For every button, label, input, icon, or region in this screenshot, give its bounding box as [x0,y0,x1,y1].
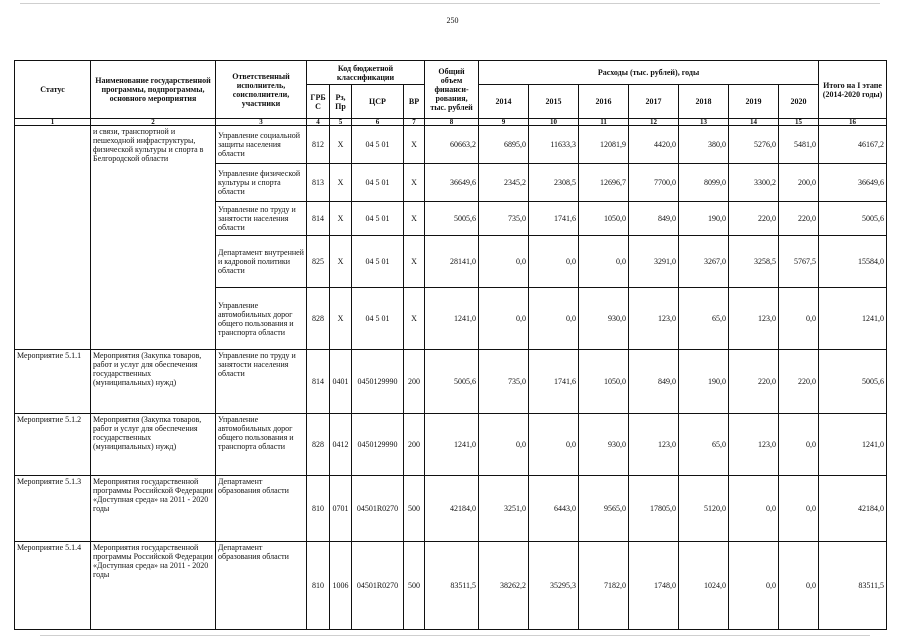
year-2018-cell: 65,0 [679,288,729,350]
year-2018-cell: 3267,0 [679,236,729,288]
header-year: 2018 [679,85,729,119]
responsible-cell: Департамент образования области [216,542,307,630]
header-year: 2014 [479,85,529,119]
csr-cell: 04 5 01 [352,202,404,236]
responsible-cell: Управление по труду и занятости населения области [216,350,307,414]
year-2016-cell: 930,0 [579,414,629,476]
header-csr: ЦСР [352,85,404,119]
year-2015-cell: 35295,3 [529,542,579,630]
page-number: 250 [446,16,459,25]
year-2015-cell: 11633,3 [529,126,579,164]
year-2020-cell: 0,0 [779,476,819,542]
year-2020-cell: 5481,0 [779,126,819,164]
column-number: 11 [579,119,629,126]
vr-cell: 200 [404,414,425,476]
column-number: 15 [779,119,819,126]
year-2019-cell: 123,0 [729,414,779,476]
grbs-cell: 828 [307,288,330,350]
year-2018-cell: 8099,0 [679,164,729,202]
header-vr: ВР [404,85,425,119]
responsible-cell: Управление по труду и занятости населения области [216,202,307,236]
responsible-cell: Управление автомобильных дорог общего пользования и транспорта области [216,414,307,476]
vr-cell: 500 [404,542,425,630]
year-2014-cell: 38262,2 [479,542,529,630]
stage-total-cell: 15584,0 [819,236,887,288]
year-2015-cell: 0,0 [529,288,579,350]
rzpr-cell: 1006 [330,542,352,630]
grbs-cell: 810 [307,542,330,630]
year-2015-cell: 0,0 [529,414,579,476]
vr-cell: Х [404,164,425,202]
column-number: 2 [91,119,216,126]
grbs-cell: 814 [307,202,330,236]
table-row [15,476,887,542]
status-cell: Мероприятие 5.1.2 [15,414,91,476]
total-cell: 1241,0 [425,414,479,476]
column-number: 10 [529,119,579,126]
year-2019-cell: 123,0 [729,288,779,350]
header-budget-code: Код бюджетной классификации [307,61,425,85]
total-cell: 28141,0 [425,236,479,288]
year-2018-cell: 380,0 [679,126,729,164]
status-cell: Мероприятие 5.1.3 [15,476,91,542]
vr-cell: Х [404,202,425,236]
header-responsible: Ответственный исполнитель, соисполнители, участники [216,61,307,119]
year-2016-cell: 0,0 [579,236,629,288]
year-2015-cell: 1741,6 [529,350,579,414]
header-year: 2017 [629,85,679,119]
table-body [15,126,887,630]
grbs-cell: 814 [307,350,330,414]
year-2016-cell: 12081,9 [579,126,629,164]
csr-cell: 0450129990 [352,350,404,414]
grbs-cell: 813 [307,164,330,202]
year-2020-cell: 220,0 [779,202,819,236]
header-year: 2020 [779,85,819,119]
table-row [15,350,887,414]
stage-total-cell: 42184,0 [819,476,887,542]
table-row [15,414,887,476]
program-name-cell: и связи, транспортной и пешеходной инфраструктуры, физической культуры и спорта в Белгородской области [91,126,216,350]
year-2017-cell: 849,0 [629,202,679,236]
header-stage-total: Итого на I этапе (2014-2020 годы) [819,61,887,119]
stage-total-cell: 5005,6 [819,202,887,236]
vr-cell: 500 [404,476,425,542]
responsible-cell: Управление автомобильных дорог общего пользования и транспорта области [216,288,307,350]
year-2014-cell: 6895,0 [479,126,529,164]
year-2020-cell: 200,0 [779,164,819,202]
year-2014-cell: 2345,2 [479,164,529,202]
year-2020-cell: 0,0 [779,414,819,476]
year-2015-cell: 1741,6 [529,202,579,236]
year-2017-cell: 4420,0 [629,126,679,164]
status-cell [15,126,91,350]
year-2014-cell: 735,0 [479,202,529,236]
column-number: 6 [352,119,404,126]
header-year: 2015 [529,85,579,119]
table-header [15,61,887,126]
column-number: 14 [729,119,779,126]
year-2016-cell: 1050,0 [579,202,629,236]
year-2019-cell: 3300,2 [729,164,779,202]
grbs-cell: 825 [307,236,330,288]
column-number: 13 [679,119,729,126]
year-2015-cell: 6443,0 [529,476,579,542]
year-2014-cell: 735,0 [479,350,529,414]
header-total-volume: Общий объем финанси-рования, тыс. рублей [425,61,479,119]
column-number: 12 [629,119,679,126]
stage-total-cell: 36649,6 [819,164,887,202]
vr-cell: 200 [404,350,425,414]
measure-name-cell: Мероприятия государственной программы Российской Федерации «Доступная среда» на 2011 - 2020 годы [91,542,216,630]
csr-cell: 04 5 01 [352,126,404,164]
rzpr-cell: Х [330,126,352,164]
vr-cell: Х [404,288,425,350]
header-rzpr: Рз, Пр [330,85,352,119]
year-2019-cell: 0,0 [729,476,779,542]
table-row [15,126,887,164]
year-2017-cell: 3291,0 [629,236,679,288]
status-cell: Мероприятие 5.1.4 [15,542,91,630]
year-2018-cell: 190,0 [679,202,729,236]
year-2014-cell: 0,0 [479,236,529,288]
scan-bottom-line [40,635,870,636]
total-cell: 42184,0 [425,476,479,542]
year-2019-cell: 0,0 [729,542,779,630]
measure-name-cell: Мероприятия государственной программы Российской Федерации «Доступная среда» на 2011 - 2020 годы [91,476,216,542]
column-number: 7 [404,119,425,126]
grbs-cell: 810 [307,476,330,542]
year-2020-cell: 0,0 [779,542,819,630]
column-number: 4 [307,119,330,126]
year-2020-cell: 5767,5 [779,236,819,288]
header-expenses: Расходы (тыс. рублей), годы [479,61,819,85]
column-number: 16 [819,119,887,126]
column-number: 3 [216,119,307,126]
year-2019-cell: 220,0 [729,202,779,236]
year-2017-cell: 1748,0 [629,542,679,630]
column-number: 8 [425,119,479,126]
year-2020-cell: 0,0 [779,288,819,350]
year-2019-cell: 5276,0 [729,126,779,164]
responsible-cell: Управление физической культуры и спорта области [216,164,307,202]
grbs-cell: 812 [307,126,330,164]
total-cell: 5005,6 [425,202,479,236]
header-year: 2019 [729,85,779,119]
rzpr-cell: Х [330,288,352,350]
scan-top-line [20,3,880,4]
year-2015-cell: 0,0 [529,236,579,288]
vr-cell: Х [404,126,425,164]
stage-total-cell: 1241,0 [819,414,887,476]
table-row [15,542,887,630]
measure-name-cell: Мероприятия (Закупка товаров, работ и услуг для обеспечения государственных (муниципальных) нужд) [91,414,216,476]
year-2017-cell: 17805,0 [629,476,679,542]
rzpr-cell: 0401 [330,350,352,414]
csr-cell: 04 5 01 [352,236,404,288]
column-number: 1 [15,119,91,126]
year-2017-cell: 7700,0 [629,164,679,202]
total-cell: 60663,2 [425,126,479,164]
year-2018-cell: 65,0 [679,414,729,476]
rzpr-cell: Х [330,202,352,236]
status-cell: Мероприятие 5.1.1 [15,350,91,414]
responsible-cell: Управление социальной защиты населения области [216,126,307,164]
column-number: 9 [479,119,529,126]
total-cell: 36649,6 [425,164,479,202]
year-2019-cell: 220,0 [729,350,779,414]
vr-cell: Х [404,236,425,288]
year-2020-cell: 220,0 [779,350,819,414]
year-2019-cell: 3258,5 [729,236,779,288]
year-2016-cell: 930,0 [579,288,629,350]
year-2018-cell: 5120,0 [679,476,729,542]
budget-table [14,60,887,630]
year-2016-cell: 9565,0 [579,476,629,542]
header-year: 2016 [579,85,629,119]
csr-cell: 04501R0270 [352,542,404,630]
csr-cell: 0450129990 [352,414,404,476]
header-grbs: ГРБ С [307,85,330,119]
year-2014-cell: 3251,0 [479,476,529,542]
rzpr-cell: 0701 [330,476,352,542]
year-2015-cell: 2308,5 [529,164,579,202]
year-2016-cell: 7182,0 [579,542,629,630]
column-number-row [15,119,887,126]
stage-total-cell: 83511,5 [819,542,887,630]
rzpr-cell: 0412 [330,414,352,476]
year-2018-cell: 190,0 [679,350,729,414]
total-cell: 83511,5 [425,542,479,630]
year-2017-cell: 849,0 [629,350,679,414]
rzpr-cell: Х [330,164,352,202]
total-cell: 1241,0 [425,288,479,350]
year-2014-cell: 0,0 [479,288,529,350]
year-2017-cell: 123,0 [629,414,679,476]
total-cell: 5005,6 [425,350,479,414]
stage-total-cell: 1241,0 [819,288,887,350]
year-2016-cell: 1050,0 [579,350,629,414]
measure-name-cell: Мероприятия (Закупка товаров, работ и услуг для обеспечения государственных (муниципальных) нужд) [91,350,216,414]
responsible-cell: Департамент внутренней и кадровой политики области [216,236,307,288]
header-name: Наименование государственной программы, подпрограммы, основного мероприятия [91,61,216,119]
grbs-cell: 828 [307,414,330,476]
csr-cell: 04 5 01 [352,164,404,202]
stage-total-cell: 5005,6 [819,350,887,414]
responsible-cell: Департамент образования области [216,476,307,542]
year-2016-cell: 12696,7 [579,164,629,202]
year-2014-cell: 0,0 [479,414,529,476]
year-2017-cell: 123,0 [629,288,679,350]
column-number: 5 [330,119,352,126]
header-status: Статус [15,61,91,119]
year-2018-cell: 1024,0 [679,542,729,630]
csr-cell: 04 5 01 [352,288,404,350]
csr-cell: 04501R0270 [352,476,404,542]
rzpr-cell: Х [330,236,352,288]
stage-total-cell: 46167,2 [819,126,887,164]
